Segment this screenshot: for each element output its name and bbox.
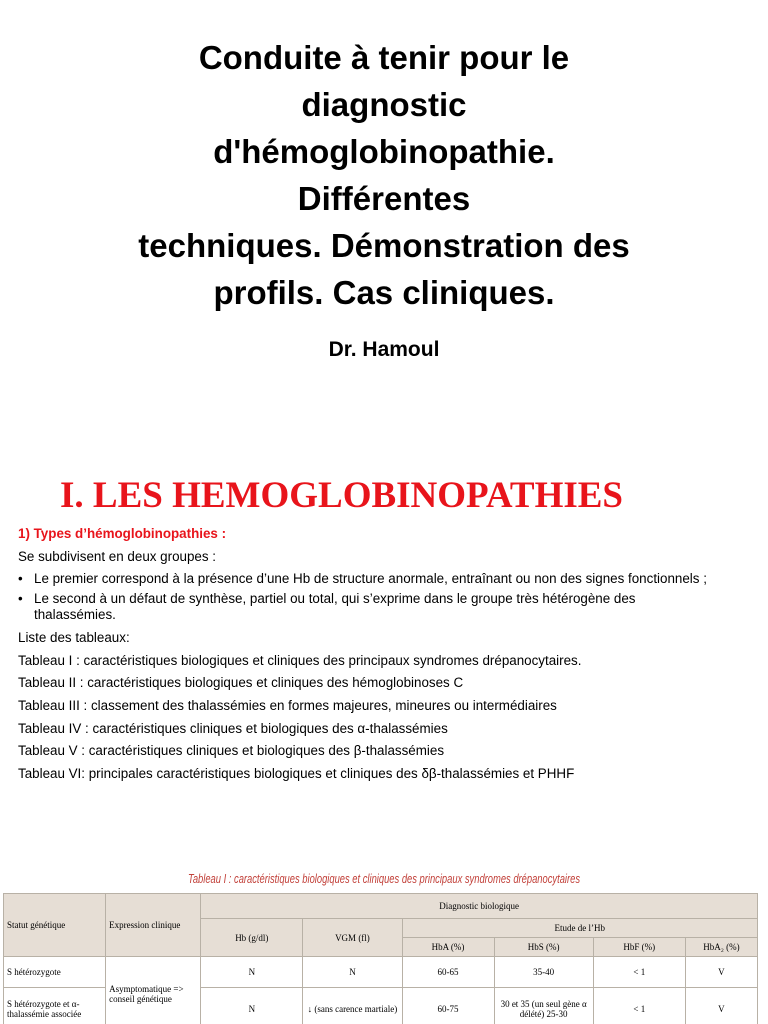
header-hba: HbA (%) — [402, 938, 494, 957]
header-expression: Expression clinique — [106, 894, 201, 957]
header-vgm: VGM (fl) — [303, 919, 402, 957]
cell-hb: N — [201, 988, 303, 1024]
document-title — [60, 34, 708, 316]
data-table — [3, 893, 758, 1024]
cell-hba2: V — [685, 957, 757, 988]
table-header-row — [4, 894, 758, 919]
header-hb: Hb (g/dl) — [201, 919, 303, 957]
cell-hb: N — [201, 957, 303, 988]
table-list-item: Tableau V : caractéristiques cliniques et biologiques des β-thalassémies — [18, 743, 445, 759]
cell-statut: S hétérozygote — [4, 957, 106, 988]
list-item — [18, 571, 718, 587]
title-line: diagnostic — [301, 86, 467, 123]
title-line: d'hémoglobinopathie. — [213, 133, 555, 170]
table-list-item: Tableau I : caractéristiques biologiques et cliniques des principaux syndromes drépanocytaires. — [18, 652, 582, 668]
bullet-text: Le premier correspond à la présence d’une Hb de structure anormale, entraînant ou non des signes fonctionnels ; — [34, 571, 707, 587]
section-content — [18, 523, 718, 785]
table-caption: Tableau I : caractéristiques biologiques et cliniques des principaux syndromes drépanocytaires — [187, 872, 581, 886]
cell-hba: 60-65 — [402, 957, 494, 988]
header-etude: Etude de l’Hb — [402, 919, 758, 938]
author: Dr. Hamoul — [328, 338, 440, 361]
bullet-text: Le second à un défaut de synthèse, partiel ou total, qui s’exprime dans le groupe très hétérogène des thalassémies. — [34, 591, 636, 623]
cell-expression: Asymptomatique => conseil génétique — [106, 957, 201, 1024]
subheading: 1) Types d’hémoglobinopathies : — [18, 526, 227, 541]
cell-hbs: 35-40 — [494, 957, 593, 988]
bullet-list — [18, 571, 718, 623]
list-title: Liste des tableaux: — [18, 630, 130, 646]
section-title: I. LES HEMOGLOBINOPATHIES — [60, 475, 624, 516]
bullet-icon: • — [18, 571, 23, 587]
cell-hbf: < 1 — [593, 988, 685, 1024]
table-list-item: Tableau IV : caractéristiques cliniques et biologiques des α-thalassémies — [18, 720, 448, 736]
cell-vgm: N — [303, 957, 402, 988]
cell-vgm: ↓ (sans carence martiale) — [303, 988, 402, 1024]
intro-text: Se subdivisent en deux groupes : — [18, 548, 217, 564]
table-row — [4, 957, 758, 988]
cell-hba: 60-75 — [402, 988, 494, 1024]
table-container — [0, 893, 768, 1024]
list-item — [18, 591, 718, 623]
header-hba2: HbA₂ (%) — [685, 938, 757, 957]
title-line: Différentes — [297, 180, 471, 217]
header-statut: Statut génétique — [4, 894, 106, 957]
header-hbs: HbS (%) — [494, 938, 593, 957]
title-line: profils. Cas cliniques. — [213, 274, 555, 311]
table-list-item: Tableau II : caractéristiques biologiques et cliniques des hémoglobinoses C — [18, 675, 464, 691]
cell-hbs: 30 et 35 (un seul gène α délété) 25-30 — [494, 988, 593, 1024]
table-list-item: Tableau VI: principales caractéristiques biologiques et cliniques des δβ-thalassémies et PHHF — [18, 765, 575, 781]
bullet-icon: • — [18, 591, 23, 607]
cell-hbf: < 1 — [593, 957, 685, 988]
cell-hba2: V — [685, 988, 757, 1024]
cell-statut: S hétérozygote et α-thalassémie associée — [4, 988, 106, 1024]
title-line: Conduite à tenir pour le — [198, 39, 570, 76]
header-hbf: HbF (%) — [593, 938, 685, 957]
table-list-item: Tableau III : classement des thalassémies en formes majeures, mineures ou intermédiaires — [18, 697, 557, 713]
header-diagnostic: Diagnostic biologique — [201, 894, 758, 919]
title-line: techniques. Démonstration des — [138, 227, 630, 264]
